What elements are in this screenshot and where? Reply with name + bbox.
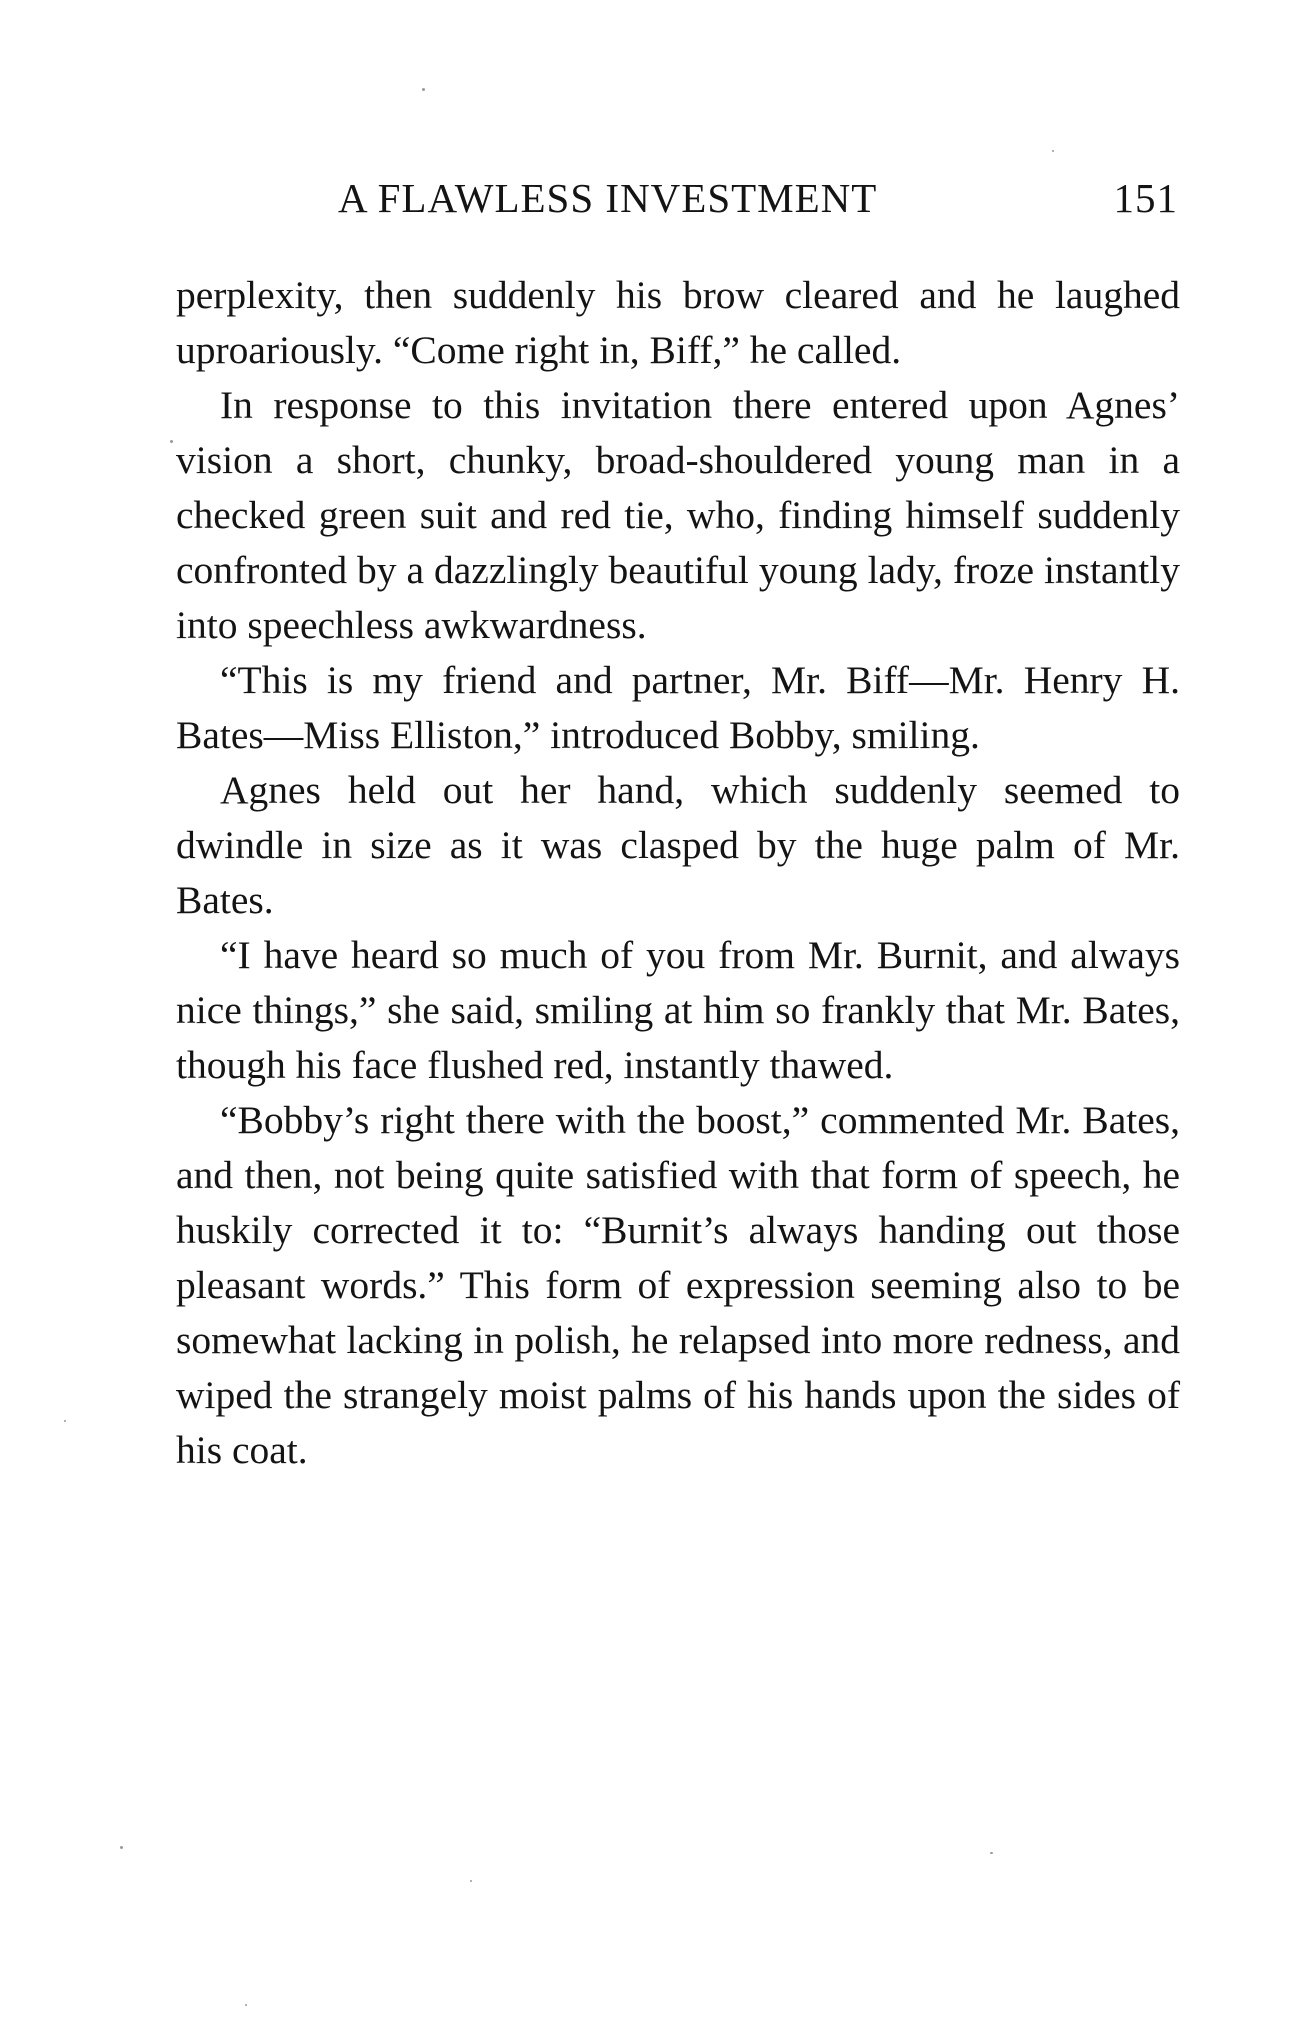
body-text — [176, 268, 1180, 1478]
scan-speck — [120, 1846, 123, 1849]
paragraph-continued: perplexity, then suddenly his brow cleared and he laughed uproariously. “Come right in, Biff,” he called. — [176, 273, 1180, 372]
paragraph: “Bobby’s right there with the boost,” commented Mr. Bates, and then, not being quite satisfied with that form of speech, he huskily corrected it to: “Burnit’s always handing out those pleasant words.” This form of expression seeming also to be somewhat lacking in polish, he relapsed into more redness, and wiped the strangely moist palms of his hands upon the sides of his coat. — [176, 1098, 1180, 1472]
paragraph: “I have heard so much of you from Mr. Burnit, and always nice things,” she said, smiling at him so frankly that Mr. Bates, though his face flushed red, instantly thawed. — [176, 933, 1180, 1087]
running-title: A FLAWLESS INVESTMENT — [338, 175, 878, 221]
scan-speck — [422, 88, 425, 91]
scan-speck — [990, 1852, 993, 1854]
scan-speck — [1052, 150, 1054, 152]
paragraph: Agnes held out her hand, which suddenly seemed to dwindle in size as it was clasped by the huge palm of Mr. Bates. — [176, 768, 1180, 922]
scan-speck — [470, 1880, 472, 1882]
scan-speck — [245, 2004, 247, 2006]
paragraph: “This is my friend and partner, Mr. Biff—Mr. Henry H. Bates—Miss Elliston,” introduced Bobby, smiling. — [176, 658, 1180, 757]
scan-speck — [170, 440, 173, 443]
scan-speck — [64, 1420, 66, 1422]
paragraph: In response to this invitation there entered upon Agnes’ vision a short, chunky, broad-shouldered young man in a checked green suit and red tie, who, finding himself suddenly confronted by a dazzlingly beautiful young lady, froze instantly into speechless awkwardness. — [176, 383, 1180, 647]
page-number: 151 — [1113, 175, 1178, 221]
running-head — [178, 170, 1178, 230]
